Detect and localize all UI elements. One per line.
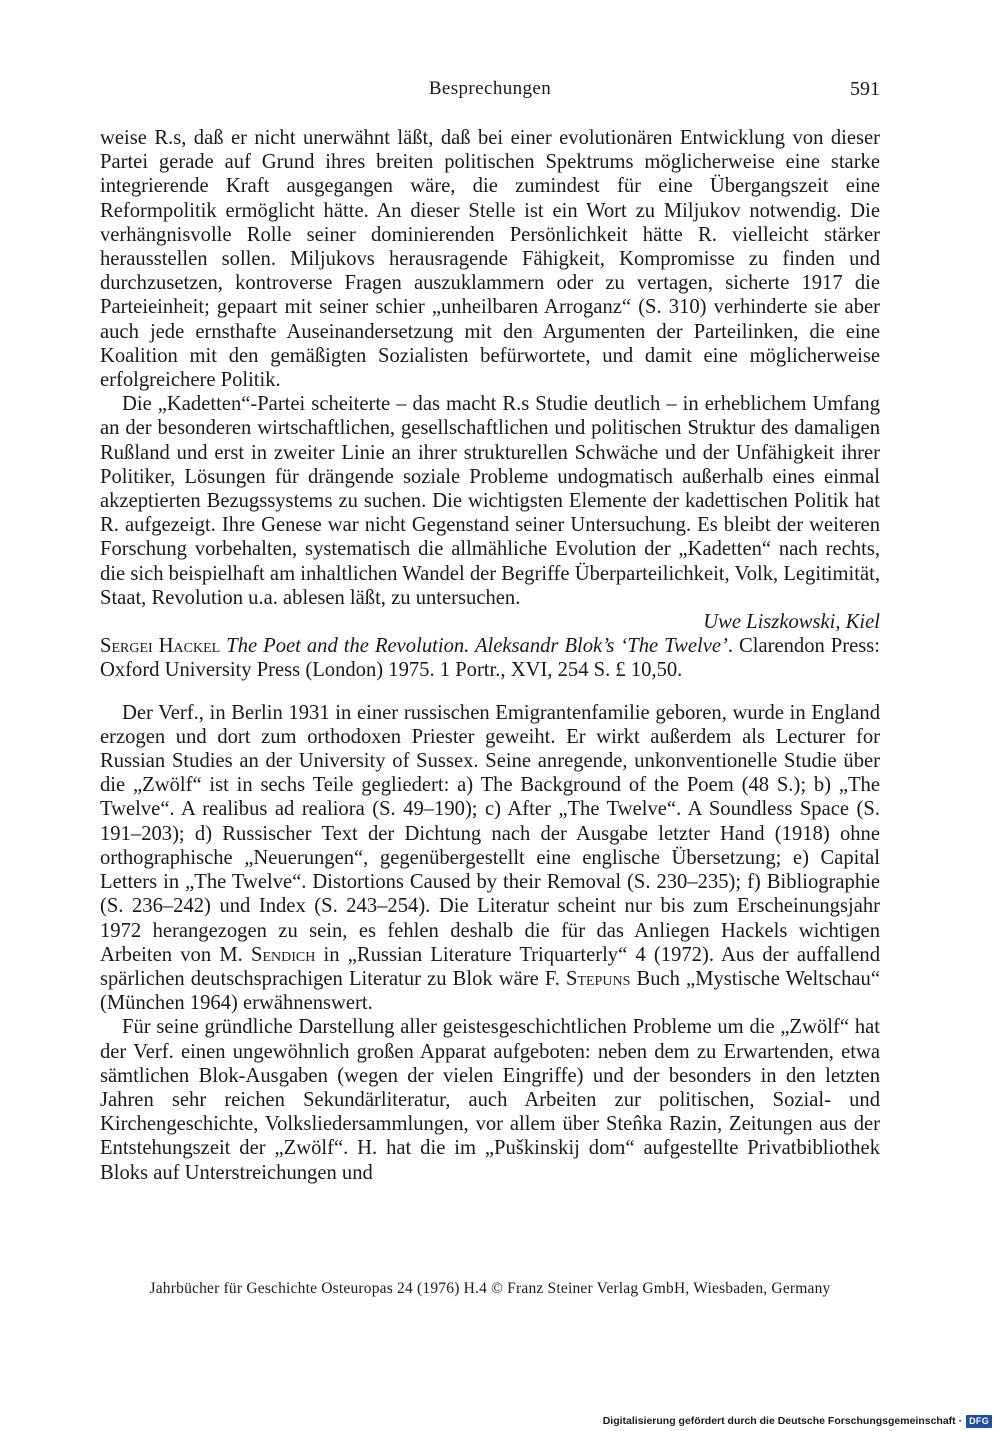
reviewer-signature: Uwe Liszkowski, Kiel <box>703 611 880 634</box>
paragraph: weise R.s, daß er nicht unerwähnt läßt, daß bei einer evolutionären Entwicklung von dieser Partei gerade auf Grund ihres breiten politischen Spektrums möglicherweise eine starke integrierende Kraft ausgegangen wäre, die zumindest für eine Übergangszeit eine Reformpolitik ermöglicht hätte. An dieser Stelle ist ein Wort zu Miljukov notwendig. Die verhängnisvolle Rolle seiner dominierenden Persönlichkeit hätte R. vielleicht stärker herausstellen sollen. Miljukovs herausragende Fähigkeit, Kompromisse zu finden und durchzusetzen, kontroverse Fragen auszuklammern oder zu vertagen, sicherte 1917 die Parteieinheit; gepaart mit seiner schier „unheilbaren Arroganz“ (S. 310) verhinderte sie aber auch jede ernsthafte Auseinandersetzung mit den Argumenten der Parteilinken, die eine Koalition mit den gemäßigten Sozialisten befürwortete, und damit eine möglicherweise erfolgreichere Politik. <box>100 127 880 392</box>
review-heading <box>100 634 880 682</box>
journal-footer: Jahrbücher für Geschichte Osteuropas 24 (1976) H.4 © Franz Steiner Verlag GmbH, Wiesbaden, Germany <box>149 1280 831 1297</box>
body-text <box>100 126 880 1185</box>
publication-details: . Clarendon Press: Oxford University Press (London) 1975. 1 Portr., XVI, 254 S. £ 10,50. <box>100 635 880 682</box>
dfg-credit-text: Digitalisierung gefördert durch die Deutsche Forschungsgemeinschaft · <box>602 1415 963 1427</box>
text-run: Buch „Mystische Weltschau“ (München 1964) erwähnenswert. <box>100 967 880 1015</box>
cited-author: Sendich <box>251 943 316 966</box>
paragraph: Die „Kadetten“-Partei scheiterte – das macht R.s Studie deutlich – in erheblichem Umfang an der besonderen wirtschaftlichen, gesellschaftlichen und politischen Struktur des damaligen Rußland und erst in zweiter Linie an ihrer strukturellen Schwäche und der Unfähigkeit ihrer Politiker, Lösungen für drängende soziale Probleme undogmatisch außerhalb eines einmal akzeptierten Bezugssystems zu suchen. Die wichtigsten Elemente der kadettischen Politik hat R. aufgezeigt. Ihre Genese war nicht Gegenstand seiner Untersuchung. Es bleibt der weiteren Forschung vorbehalten, systematisch die allmähliche Evolution der „Kadetten“ nach rechts, die sich beispielhaft am inhaltlichen Wandel der Begriffe Überparteilichkeit, Volk, Legitimität, Staat, Revolution u.a. ablesen läßt, zu untersuchen. <box>100 393 880 609</box>
paragraph: Für seine gründliche Darstellung aller geistesgeschichtlichen Probleme um die „Zwölf“ hat der Verf. einen ungewöhnlich großen Apparat aufgeboten: neben dem zu Erwartenden, etwa sämtlichen Blok-Ausgaben (wegen der vielen Eingriffe) und der besonders in den letzten Jahren sehr reichen Sekundärliteratur, auch Arbeiten zur politischen, Sozial- und Kirchengeschichte, Volksliedersammlungen, vor allem über Sten̂ka Razin, Zeitungen aus der Entstehungszeit der „Zwölf“. H. hat die im „Puškinskij dom“ aufgestellte Privatbibliothek Bloks auf Unterstreichungen und <box>100 1016 880 1184</box>
cited-author: Stepuns <box>566 967 631 990</box>
page-number: 591 <box>850 78 880 100</box>
dfg-logo-icon: DFG <box>966 1415 992 1428</box>
reviewed-title: The Poet and the Revolution. Aleksandr Blok’s ‘The Twelve’ <box>226 635 728 658</box>
text-run: Der Verf., in Berlin 1931 in einer russischen Emigrantenfamilie geboren, wurde in England erzogen und dort zum orthodoxen Priester geweiht. Er wirkt außerdem als Lecturer for Russian Studies an der University of Sussex. Seine anregende, unkonventionelle Studie über die „Zwölf“ ist in sechs Teile gegliedert: a) The Background of the Poem (48 S.); b) „The Twelve“. A realibus ad realiora (S. 49–190); c) After „The Twelve“. A Soundless Space (S. 191–203); d) Russischer Text der Dichtung nach der Ausgabe letzter Hand (1918) ohne orthographische „Neuerungen“, gegenübergestellt eine englische Übersetzung; e) Capital Letters in „The Twelve“. Distortions Caused by their Removal (S. 230–235); f) Bibliographie (S. 236–242) und Index (S. 243–254). Die Literatur scheint nur bis zum Erscheinungsjahr 1972 herangezogen zu sein, es fehlen deshalb die für das Anliegen Hackels wichtigen Arbeiten von M. <box>100 701 880 966</box>
spacer <box>100 683 880 701</box>
text-run: in „Russian Literature Triquarterly“ 4 (1972). Aus der auffallend spärlichen deutschsprachigen Literatur zu Blok wäre F. <box>100 943 881 990</box>
running-title: Besprechungen <box>428 78 552 99</box>
dfg-credit <box>603 1414 992 1428</box>
reviewed-author: Sergei Hackel <box>100 635 221 658</box>
running-head <box>100 78 880 104</box>
paragraph <box>100 701 880 1016</box>
